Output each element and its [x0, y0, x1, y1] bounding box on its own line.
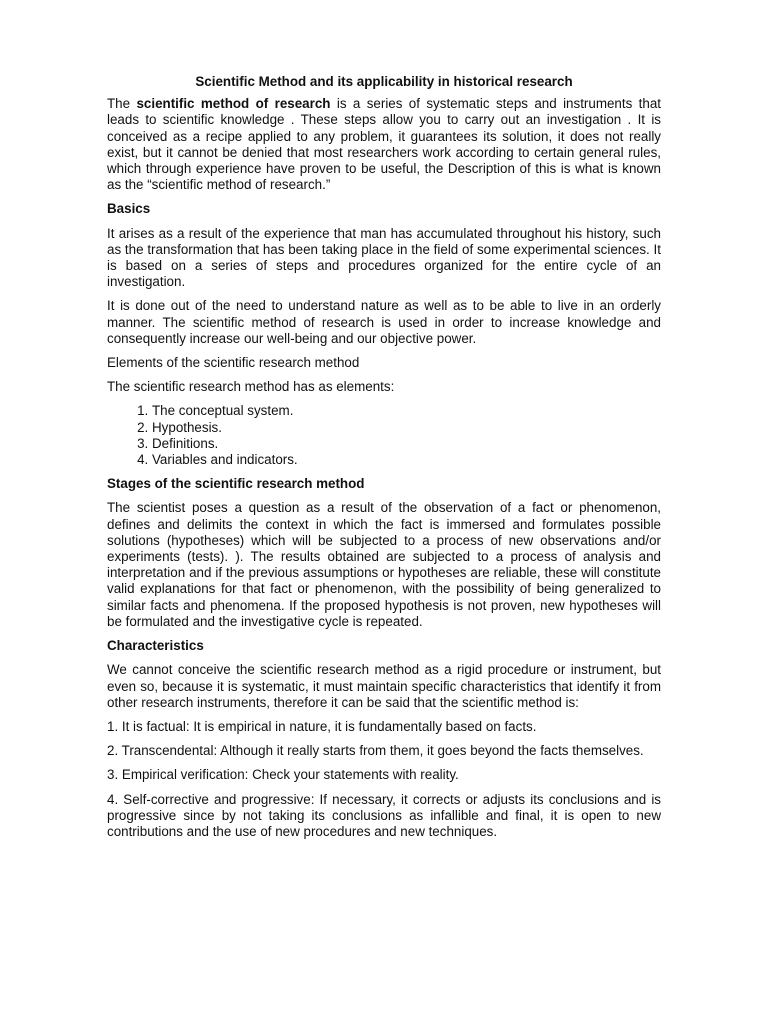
intro-rest: is a series of systematic steps and instruments that leads to scientific knowledge . These steps allow you to carry out an investigation . It is conceived as a recipe applied to any problem, it guarantees its solution, it does not really exist, but it cannot be denied that most researchers work according to certain general rules, which through experience have proven to be useful, the Description of this is what is known as the “scientific method of research.” — [107, 96, 661, 193]
list-item: 4. Variables and indicators. — [152, 452, 661, 468]
intro-lead: The — [107, 96, 137, 112]
intro-paragraph — [107, 96, 661, 193]
list-item: 1. The conceptual system. — [152, 403, 661, 419]
list-item: 3. Definitions. — [152, 436, 661, 452]
characteristic-item: 2. Transcendental: Although it really starts from them, it goes beyond the facts themselves. — [107, 743, 644, 759]
basics-paragraph-1: It arises as a result of the experience that man has accumulated throughout his history, such as the transformation that has been taking place in the field of some experimental sciences. It is based on a series of steps and procedures organized for the entire cycle of an investigation. — [107, 225, 661, 290]
document-page — [107, 74, 661, 848]
elements-intro: The scientific research method has as elements: — [107, 379, 395, 395]
elements-list — [107, 403, 661, 468]
list-item: 2. Hypothesis. — [152, 420, 661, 436]
stages-heading: Stages of the scientific research method — [107, 476, 365, 492]
intro-bold-term: scientific method of research — [136, 96, 331, 112]
elements-heading: Elements of the scientific research method — [107, 355, 360, 371]
characteristics-heading: Characteristics — [107, 638, 204, 654]
stages-paragraph: The scientist poses a question as a result of the observation of a fact or phenomenon, defines and delimits the context in which the fact is immersed and formulates possible solutions (hypotheses) which will be subjected to a process of new observations and/or experiments (tests). ). The results obtained are subjected to a process of analysis and interpretation and if the previous assumptions or hypotheses are reliable, these will constitute valid explanations for that fact or phenomenon, with the possibility of being generalized to similar facts and phenomena. If the proposed hypothesis is not proven, new hypotheses will be formulated and the investigative cycle is repeated. — [107, 500, 661, 629]
basics-heading: Basics — [107, 201, 151, 217]
characteristic-item: 1. It is factual: It is empirical in nature, it is fundamentally based on facts. — [107, 718, 537, 734]
basics-paragraph-2: It is done out of the need to understand nature as well as to be able to live in an orderly manner. The scientific method of research is used in order to increase knowledge and consequently increase our well-being and our objective power. — [107, 298, 661, 346]
characteristic-item: 4. Self-corrective and progressive: If necessary, it corrects or adjusts its conclusions and is progressive since by not taking its conclusions as infallible and final, it is open to new contributions and the use of new procedures and new techniques. — [107, 791, 661, 839]
document-title: Scientific Method and its applicability in historical research — [195, 74, 573, 89]
characteristics-paragraph: We cannot conceive the scientific research method as a rigid procedure or instrument, but even so, because it is systematic, it must maintain specific characteristics that identify it from other research instruments, therefore it can be said that the scientific method is: — [107, 662, 661, 710]
characteristic-item: 3. Empirical verification: Check your statements with reality. — [107, 767, 459, 783]
